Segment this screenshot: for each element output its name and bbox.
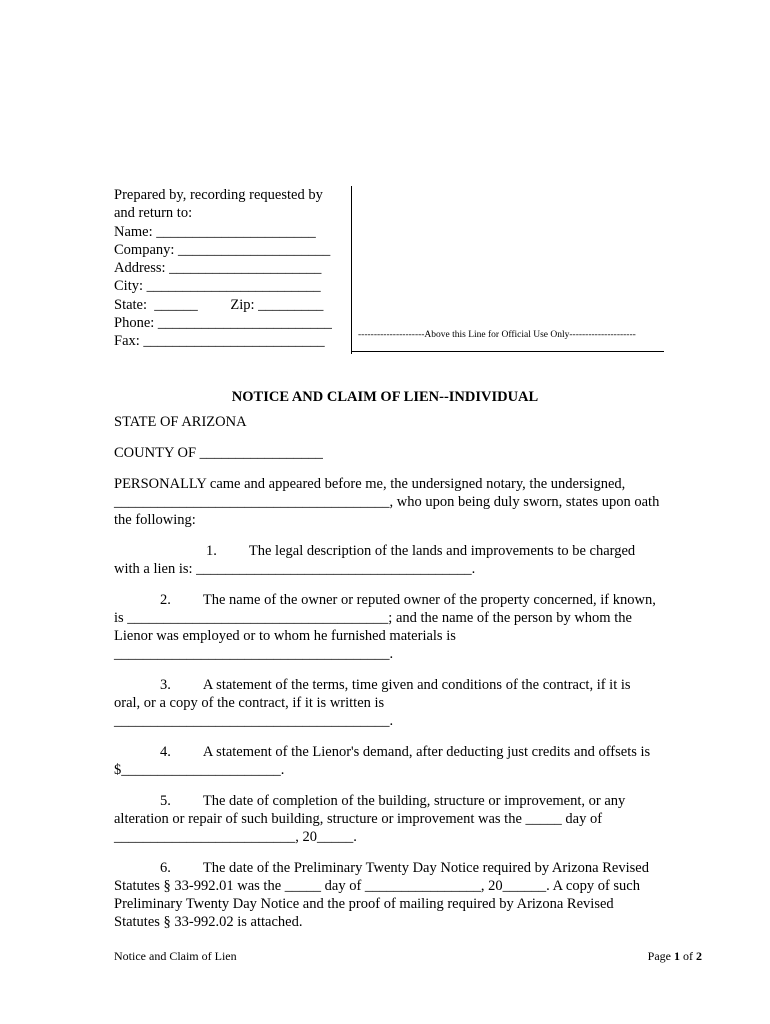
numbered-paragraph: [114, 591, 660, 663]
paragraph-text: The legal description of the lands and improvements to be charged with a lien is: ______________________________________.: [114, 543, 636, 577]
phone-field: Phone: ________________________: [114, 315, 332, 332]
numbered-paragraph: [114, 542, 660, 578]
official-use-line: [351, 351, 664, 352]
paragraph-number: 1.: [206, 543, 217, 559]
fax-field: Fax: _________________________: [114, 333, 325, 350]
document-body: [114, 411, 660, 931]
preparer-line: and return to:: [114, 205, 193, 222]
numbered-paragraph: [114, 743, 660, 779]
paragraph-text: A statement of the Lienor's demand, after deducting just credits and offsets is $______________________.: [114, 744, 651, 778]
address-field: Address: _____________________: [114, 260, 322, 277]
city-field: City: ________________________: [114, 278, 321, 295]
paragraph-number: 4.: [160, 744, 171, 760]
preparer-line: Prepared by, recording requested by: [114, 187, 323, 203]
page-current: 1: [674, 949, 680, 963]
footer-title: Notice and Claim of Lien: [114, 949, 237, 963]
state-zip-field: State: ______ Zip: _________: [114, 296, 324, 313]
numbered-paragraph: [114, 859, 660, 931]
company-field: Company: _____________________: [114, 241, 331, 258]
paragraph-number: 3.: [160, 677, 171, 693]
paragraph-text: The date of the Preliminary Twenty Day Notice required by Arizona Revised Statutes § 33-992.01 was the _____ day of ________________, 20______. A copy of such Preliminary Twenty Day Notice and the proof of mailing required by Arizona Revised Statutes § 33-992.02 is attached.: [114, 860, 649, 930]
paragraph-text: A statement of the terms, time given and conditions of the contract, if it is oral, or a copy of the contract, if it is written is ______________________________________.: [114, 677, 631, 729]
paragraph-number: 5.: [160, 793, 171, 809]
county-line: COUNTY OF _________________: [114, 445, 323, 461]
preparer-block: [114, 186, 350, 351]
state-line: STATE OF ARIZONA: [114, 414, 247, 430]
page-number: [648, 949, 702, 964]
vertical-divider: [351, 186, 352, 354]
official-use-label: ---------------------Above this Line for Official Use Only---------------------: [358, 330, 636, 340]
page-total: 2: [696, 949, 702, 963]
paragraph-number: 2.: [160, 592, 171, 608]
paragraph-text: The date of completion of the building, structure or improvement, or any alteration or repair of such building, structure or improvement was the _____ day of _________________________, 20_____.: [114, 793, 626, 845]
numbered-paragraph: [114, 792, 660, 846]
personally-paragraph: PERSONALLY came and appeared before me, the undersigned notary, the undersigned, ______________________________________, who upon being duly sworn, states upon oath the following:: [114, 476, 660, 528]
document-title: NOTICE AND CLAIM OF LIEN--INDIVIDUAL: [231, 389, 539, 405]
paragraph-number: 6.: [160, 860, 171, 876]
name-field: Name: ______________________: [114, 223, 316, 240]
paragraph-text: The name of the owner or reputed owner of the property concerned, if known, is ____________________________________; and the name of the person by whom the Lienor was employed or to whom he furnished materials is ______________________________________.: [114, 592, 656, 662]
numbered-paragraph: [114, 676, 660, 730]
page-label: Page: [647, 949, 671, 963]
page-of: of: [683, 949, 693, 963]
